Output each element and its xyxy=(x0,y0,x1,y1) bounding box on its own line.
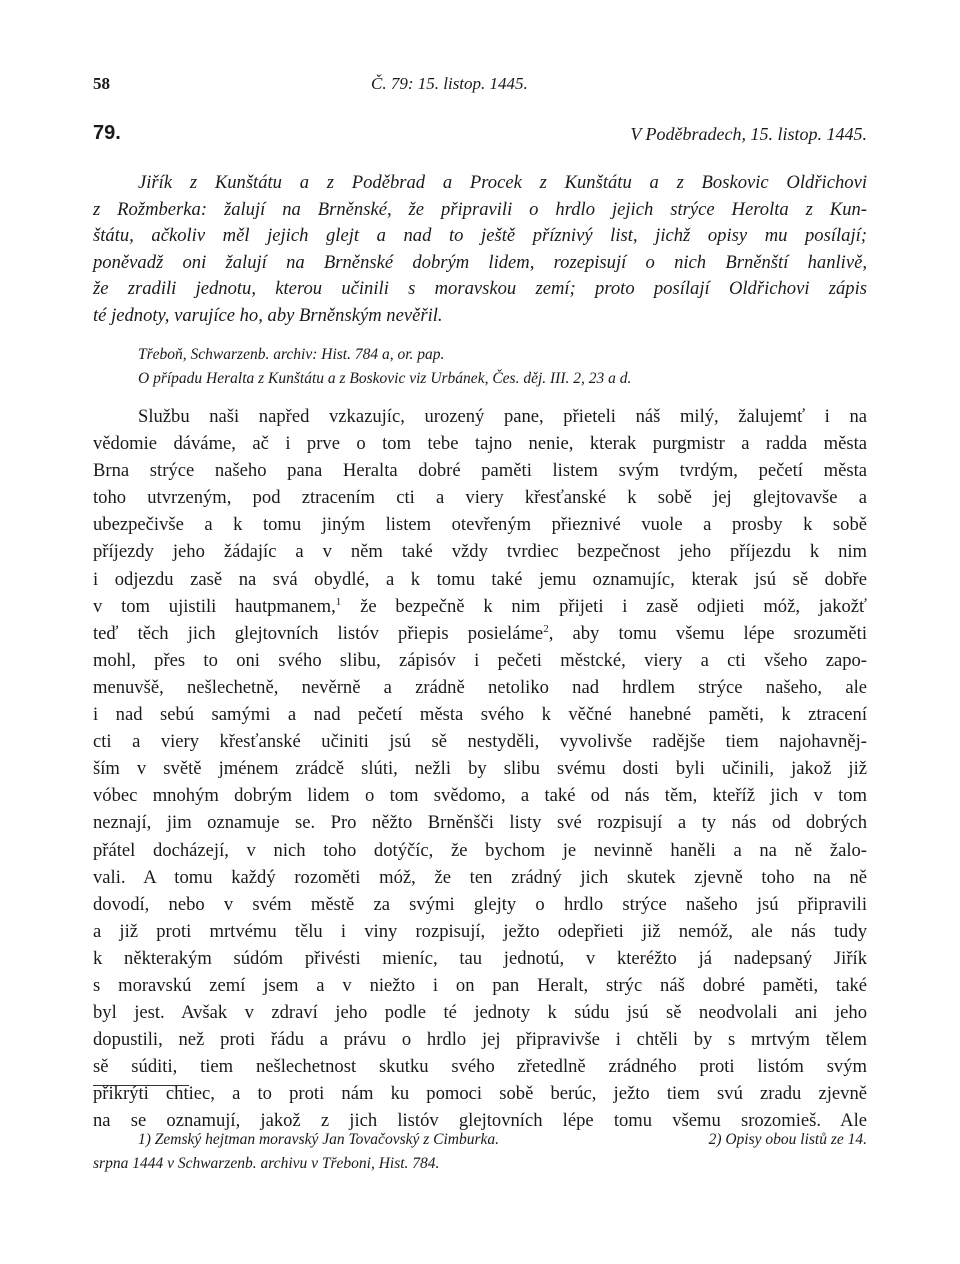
document-header xyxy=(93,122,867,150)
body-text: teď těch jich glejtovních listóv přiepis posieláme xyxy=(93,622,544,644)
body-text: ším v světě jménem zrádcě slúti, nežli by slibu svému dosti byli učinili, jakož již xyxy=(93,758,867,780)
body-line xyxy=(93,1080,867,1107)
body-line xyxy=(93,809,867,836)
body-text: vědomie dáváme, ač i prve o tom tebe tajno nenie, kterak purgmistr a radda města xyxy=(93,433,867,455)
body-text: dovodí, nebo v svém městě za svými glejty o hrdlo strýce našeho jsú připravili xyxy=(93,893,867,915)
footnote-marker: 2 xyxy=(543,622,549,635)
footnotes xyxy=(93,1128,867,1176)
body-line xyxy=(93,701,867,728)
regest-line: té jednoty, varujíce ho, aby Brněnským nevěřil. xyxy=(93,304,443,326)
footnote-marker: 1 xyxy=(335,595,342,608)
footnote-2: 2) Opisy obou listů ze 14. xyxy=(708,1131,867,1148)
body-line xyxy=(93,782,867,809)
footnote-2-continuation: srpna 1444 v Schwarzenb. archivu v Třeboni, Hist. 784. xyxy=(93,1155,440,1172)
body-text: přikrýti chtiec, a to proti nám ku pomoci sobě berúc, ježto tiem svú zradu zjevně xyxy=(93,1083,867,1105)
body-text: k některakým súdóm přivésti mieníc, tau jednotú, v kteréžto já nadepsaný Jiřík xyxy=(93,947,867,969)
body-text: , aby tomu všemu lépe srozuměti xyxy=(548,622,868,644)
body-text: mohl, přes to oni svého slibu, zápisóv i pečeti městcké, viery a cti všeho zapo- xyxy=(93,649,867,671)
body-text: a již proti mrtvému tělu i viny rozpisují, ježto odepřieti již nemóž, ale nás tudy xyxy=(93,920,867,942)
body-text: byl jest. Avšak v zdraví jeho podle té jednoty k súdu jsú sě neodvolali ani jeho xyxy=(93,1002,867,1024)
body-text: toho utvrzeným, pod ztracením cti a viery křesťanské k sobě jej glejtovavše a xyxy=(93,487,867,509)
body-text: menuvšě, nešlechetně, nevěrně a zrádně netoliko nad hrdlem strýce našeho, ale xyxy=(93,676,867,698)
body-text: s moravskú zemí jsem a v niežto i on pan Heralt, strýc náš dobré paměti, také xyxy=(93,974,867,996)
body-text: i nad sebú samými a nad pečetí města svého k věčné hanebné paměti, k ztracení xyxy=(93,704,867,726)
regest-line: poněvadž oni žalují na Brněnské dobrým lidem, rozepisují o nich Brněnští hanlivě, xyxy=(93,251,867,273)
source-literature: O případu Heralta z Kunštátu a z Boskovic viz Urbánek, Čes. děj. III. 2, 23 a d. xyxy=(138,370,632,387)
running-title: Č. 79: 15. listop. 1445. xyxy=(371,74,528,93)
body-line xyxy=(93,864,867,891)
body-text: vóbec mnohým dobrým lidem o tom svědomo, a také od nás těm, kteříž jich v tom xyxy=(93,785,867,807)
body-line xyxy=(93,593,867,620)
document-number: 79. xyxy=(93,122,121,144)
body-text: na se oznamují, jakož z jich listóv glejtovních lépe tomu všemu srozomieš. Ale xyxy=(93,1110,867,1132)
body-line xyxy=(93,511,867,538)
body-text: cti a viery křesťanské učiniti jsú sě nestyděli, vyvolivše radějše tiem najohavněj- xyxy=(93,731,867,753)
body-text: přátel docházejí, v nich toho dotýčíc, že bychom je nevinně haněli a na ně žalo- xyxy=(93,839,867,861)
body-line xyxy=(93,430,867,457)
footnote-row xyxy=(93,1152,867,1176)
body-line xyxy=(93,918,867,945)
footnote-1: 1) Zemský hejtman moravský Jan Tovačovský z Cimburka. xyxy=(138,1131,500,1148)
source-archive: Třeboň, Schwarzenb. archiv: Hist. 784 a, or. pap. xyxy=(138,346,445,363)
body-line xyxy=(93,972,867,999)
body-text: Brna strýce našeho pana Heralta dobré paměti listem svým tvrdým, pečetí města xyxy=(93,460,867,482)
body-line xyxy=(93,837,867,864)
regest-line: z Rožmberka: žalují na Brněnské, že připravili o hrdlo jejich strýce Herolta z Kun- xyxy=(93,198,867,220)
body-line xyxy=(93,457,867,484)
body-line xyxy=(93,647,867,674)
body-line xyxy=(93,403,867,430)
body-line xyxy=(93,945,867,972)
body-line xyxy=(93,1053,867,1080)
body-text: příjezdy jeho žádajíc a v něm také vždy tvrdiec bezpečnost jeho příjezdu k nim xyxy=(93,541,867,563)
place-date: V Poděbradech, 15. listop. 1445. xyxy=(630,124,867,144)
body-line xyxy=(93,674,867,701)
body-line xyxy=(93,620,867,647)
body-text: sě súditi, tiem nešlechetnost skutku svého zřetedlně zrádného proti listóm svým xyxy=(93,1056,867,1078)
body-line xyxy=(93,891,867,918)
body-text: že bezpečně k nim přijeti i zasě odjieti móž, jakožť xyxy=(341,595,867,617)
page-number: 58 xyxy=(93,74,110,93)
body-line xyxy=(93,999,867,1026)
regest-line: Jiřík z Kunštátu a z Poděbrad a Procek z Kunštátu a z Boskovic Oldřichovi xyxy=(138,172,867,193)
footnote-divider xyxy=(93,1085,189,1086)
body-text: vali. A tomu každý rozoměti móž, že ten zrádný jich skutek zjevně toho na ně xyxy=(93,866,867,888)
running-head xyxy=(93,74,867,100)
body-text: ubezpečivše a k tomu jiným listem otevřeným přieznivé vuole a prosby k sobě xyxy=(93,514,867,536)
regest-line: štátu, ačkoliv měl jejich glejt a nad to ještě příznivý list, jichž opisy mu posílají; xyxy=(93,225,867,246)
body-text: neznají, jim oznamuje se. Pro něžto Brněnšči listy své rozpisují a ty nás od dobrých xyxy=(93,812,867,834)
regest-line: že zradili jednotu, kterou učinili s moravskou zemí; proto posílají Oldřichovi zápis xyxy=(93,278,867,299)
body-line xyxy=(93,484,867,511)
body-line xyxy=(93,755,867,782)
regest xyxy=(93,170,867,329)
footnote-row xyxy=(93,1128,867,1152)
letter-body xyxy=(93,403,867,1135)
body-text: v tom ujistili hautpmanem, xyxy=(93,595,336,617)
body-line xyxy=(93,566,867,593)
body-line xyxy=(93,538,867,565)
body-text: i odjezdu zasě na svá obydlé, a k tomu také jemu oznamujíc, kterak jsú sě dobře xyxy=(93,568,867,590)
body-text: dopustili, než proti řádu a právu o hrdlo jej připravivše i chtěli by s mrtvým tělem xyxy=(93,1029,867,1051)
body-text: Službu naši napřed vzkazujíc, urozený pane, přieteli náš milý, žalujemť i na xyxy=(138,406,867,427)
body-line xyxy=(93,1026,867,1053)
body-line xyxy=(93,728,867,755)
